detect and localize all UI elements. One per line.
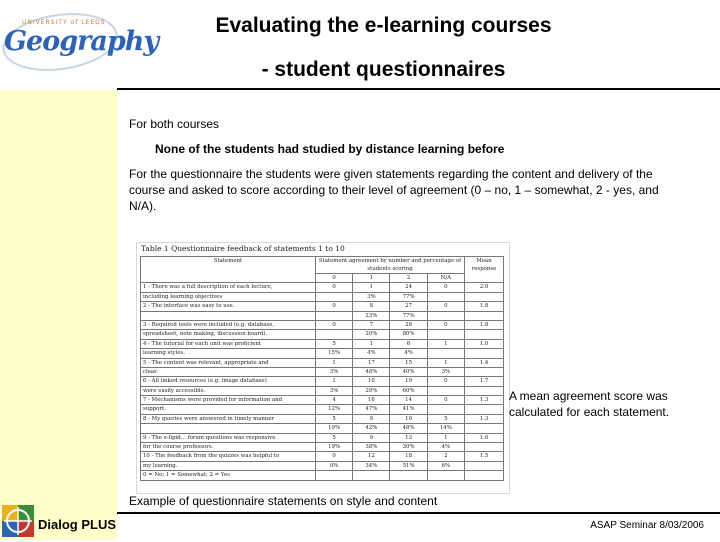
table-row xyxy=(141,396,504,405)
score-cell: 38% xyxy=(353,443,390,452)
title-divider xyxy=(117,88,720,90)
header-mean: Mean response xyxy=(465,257,504,283)
score-cell xyxy=(427,330,464,339)
score-cell: 0 xyxy=(316,452,353,461)
table-row xyxy=(141,349,504,358)
score-cell xyxy=(316,330,353,339)
statement-cell: support. xyxy=(141,405,316,414)
questionnaire-table xyxy=(140,256,504,481)
mean-cell xyxy=(465,443,504,452)
logo-university-text: UNIVERSITY of LEEDS xyxy=(22,19,106,26)
table-row xyxy=(141,386,504,395)
statement-cell: 1 - There was a full description of each lecture, xyxy=(141,283,316,292)
score-cell: 13 xyxy=(390,433,427,442)
table-row xyxy=(141,339,504,348)
mean-cell: 2.0 xyxy=(465,283,504,292)
mean-cell xyxy=(465,405,504,414)
mean-cell: 1.3 xyxy=(465,396,504,405)
mean-cell xyxy=(465,349,504,358)
score-cell: 14% xyxy=(427,424,464,433)
header-agreement: Statement agreement by number and percentage of students scoring xyxy=(316,257,465,274)
statement-cell: 6 - All linked resources (e.g. image database) xyxy=(141,377,316,386)
score-cell: 28 xyxy=(390,320,427,329)
score-cell: 34% xyxy=(353,461,390,470)
mean-cell: 1.0 xyxy=(465,339,504,348)
mean-cell: 1.6 xyxy=(465,433,504,442)
table-caption-text: Example of questionnaire statements on style and content xyxy=(129,494,438,508)
mean-cell xyxy=(465,311,504,320)
table-header-row xyxy=(141,257,504,274)
score-cell: 41% xyxy=(390,405,427,414)
score-cell: 80% xyxy=(390,330,427,339)
subheader-cell: 2 xyxy=(390,274,427,283)
statement-cell: spreadsheet, note making, discussion board). xyxy=(141,330,316,339)
table-row xyxy=(141,377,504,386)
score-cell xyxy=(316,471,353,480)
score-cell: 0 xyxy=(427,302,464,311)
score-cell: 5 xyxy=(427,414,464,423)
table-row xyxy=(141,414,504,423)
statement-cell: 2 - The interface was easy to use. xyxy=(141,302,316,311)
statement-cell: 8 - My queries were answered in timely manner xyxy=(141,414,316,423)
mean-cell: 1.7 xyxy=(465,377,504,386)
score-cell: 3% xyxy=(353,292,390,301)
statement-cell: 0 = No; 1 = Somewhat; 2 = Yes xyxy=(141,471,316,480)
score-cell: 3% xyxy=(316,386,353,395)
score-cell: 0 xyxy=(427,283,464,292)
for-both-text: For both courses xyxy=(129,117,220,131)
score-cell xyxy=(427,405,464,414)
mean-cell xyxy=(465,471,504,480)
score-cell: 3% xyxy=(427,367,464,376)
subheader-cell: 0 xyxy=(316,274,353,283)
dialogplus-logo-icon xyxy=(2,505,34,537)
footer-divider xyxy=(117,512,720,514)
questionnaire-table-image xyxy=(136,242,510,494)
table-row xyxy=(141,433,504,442)
score-cell: 16 xyxy=(353,396,390,405)
slide-title-line2: - student questionnaires xyxy=(261,58,506,81)
score-cell xyxy=(353,471,390,480)
statement-cell: 10 - The feedback from the quizzes was helpful to xyxy=(141,452,316,461)
score-cell xyxy=(427,311,464,320)
table-row xyxy=(141,461,504,470)
mean-cell: 1.3 xyxy=(465,414,504,423)
score-cell: 5 xyxy=(316,433,353,442)
table-row xyxy=(141,424,504,433)
score-cell: 1 xyxy=(427,339,464,348)
score-cell xyxy=(427,386,464,395)
score-cell: 47% xyxy=(353,405,390,414)
score-cell xyxy=(390,471,427,480)
score-cell: 4 xyxy=(316,396,353,405)
score-cell: 14 xyxy=(390,396,427,405)
score-cell: 0 xyxy=(316,283,353,292)
mean-cell: 1.8 xyxy=(465,320,504,329)
score-cell: 19% xyxy=(316,424,353,433)
seminar-date: ASAP Seminar 8/03/2006 xyxy=(590,520,704,531)
mean-cell: 1.8 xyxy=(465,302,504,311)
mean-cell xyxy=(465,424,504,433)
score-cell: 9 xyxy=(353,433,390,442)
statement-cell: learning styles. xyxy=(141,349,316,358)
score-cell: 12% xyxy=(316,405,353,414)
header-statement: Statement xyxy=(141,257,316,283)
score-cell: 9 xyxy=(353,414,390,423)
score-cell xyxy=(316,311,353,320)
score-cell: 8 xyxy=(353,302,390,311)
score-cell: 7 xyxy=(353,320,390,329)
score-cell: 0 xyxy=(427,396,464,405)
score-cell xyxy=(427,349,464,358)
mean-cell xyxy=(465,292,504,301)
score-cell: 20% xyxy=(353,330,390,339)
mean-cell xyxy=(465,367,504,376)
score-cell xyxy=(316,292,353,301)
none-studied-text: None of the students had studied by distance learning before xyxy=(155,142,505,156)
table-row xyxy=(141,358,504,367)
score-cell: 6 xyxy=(390,339,427,348)
score-cell: 15% xyxy=(316,349,353,358)
university-logo xyxy=(0,0,159,90)
mean-score-annotation: A mean agreement score was calculated for each statement. xyxy=(509,389,670,419)
score-cell: 23% xyxy=(353,311,390,320)
mean-cell: 1.5 xyxy=(465,452,504,461)
statement-cell: 7 - Mechanisms were provided for information and xyxy=(141,396,316,405)
score-cell: 10 xyxy=(390,414,427,423)
score-cell: 1 xyxy=(353,283,390,292)
score-cell: 4% xyxy=(353,349,390,358)
table-row xyxy=(141,292,504,301)
score-cell: 48% xyxy=(390,424,427,433)
statement-cell xyxy=(141,424,316,433)
statement-cell: 9 - The e-lipid... forum questions was responsive xyxy=(141,433,316,442)
score-cell: 19% xyxy=(316,443,353,452)
score-cell: 19 xyxy=(390,377,427,386)
score-cell: 0 xyxy=(427,377,464,386)
score-cell: 27 xyxy=(390,302,427,311)
table-row xyxy=(141,443,504,452)
score-cell: 30% xyxy=(390,443,427,452)
score-cell: 4% xyxy=(427,443,464,452)
table-caption: Table 1 Questionnaire feedback of statements 1 to 10 xyxy=(141,244,345,253)
table-row xyxy=(141,405,504,414)
subheader-cell: 1 xyxy=(353,274,390,283)
statement-cell: for the course professors. xyxy=(141,443,316,452)
score-cell: 10 xyxy=(353,377,390,386)
score-cell: 42% xyxy=(353,424,390,433)
score-cell: 5 xyxy=(316,414,353,423)
score-cell: 1 xyxy=(316,358,353,367)
statement-cell: clear. xyxy=(141,367,316,376)
statement-cell: my learning. xyxy=(141,461,316,470)
dialogplus-brand: Dialog PLUS xyxy=(38,517,117,532)
score-cell: 17 xyxy=(353,358,390,367)
score-cell: 2 xyxy=(427,452,464,461)
score-cell: 12 xyxy=(353,452,390,461)
score-cell: 6% xyxy=(427,461,464,470)
score-cell: 3% xyxy=(316,367,353,376)
statement-cell: 3 - Required tools were included (e.g. database, xyxy=(141,320,316,329)
table-row xyxy=(141,302,504,311)
score-cell: 15 xyxy=(390,358,427,367)
score-cell: 24 xyxy=(390,283,427,292)
statement-cell xyxy=(141,311,316,320)
table-row xyxy=(141,330,504,339)
logo-geography-text: Geography xyxy=(4,26,159,57)
table-row xyxy=(141,367,504,376)
score-cell: 0 xyxy=(427,320,464,329)
score-cell: 29% xyxy=(353,386,390,395)
score-cell: 51% xyxy=(390,461,427,470)
mean-cell xyxy=(465,330,504,339)
score-cell xyxy=(427,292,464,301)
score-cell: 77% xyxy=(390,292,427,301)
slide-title-line1: Evaluating the e-learning courses xyxy=(215,14,552,37)
score-cell: 60% xyxy=(390,386,427,395)
table-row xyxy=(141,320,504,329)
table-row xyxy=(141,471,504,480)
statement-cell: including learning objectives xyxy=(141,292,316,301)
score-cell: 0 xyxy=(316,320,353,329)
score-cell: 40% xyxy=(390,367,427,376)
statement-cell: were easily accessible. xyxy=(141,386,316,395)
score-cell: 1 xyxy=(353,339,390,348)
mean-cell xyxy=(465,461,504,470)
score-cell: 48% xyxy=(353,367,390,376)
table-row xyxy=(141,283,504,292)
score-cell: 4% xyxy=(390,349,427,358)
score-cell: 18 xyxy=(390,452,427,461)
score-cell: 77% xyxy=(390,311,427,320)
score-cell: 0 xyxy=(316,302,353,311)
statement-cell: 4 - The tutorial for each unit was proficient xyxy=(141,339,316,348)
score-cell: 0% xyxy=(316,461,353,470)
score-cell: 5 xyxy=(316,339,353,348)
score-cell: 1 xyxy=(316,377,353,386)
intro-paragraph: For the questionnaire the students were given statements regarding the content and delivery of the course and asked to score according to their level of agreement (0 – no, 1 – somewhat, 2 - yes, and N/A). xyxy=(129,167,659,213)
score-cell: 1 xyxy=(427,433,464,442)
mean-cell: 1.4 xyxy=(465,358,504,367)
score-cell xyxy=(427,471,464,480)
statement-cell: 5 - The content was relevant, appropriate and xyxy=(141,358,316,367)
subheader-cell: N/A xyxy=(427,274,464,283)
table-row xyxy=(141,311,504,320)
table-row xyxy=(141,452,504,461)
score-cell: 1 xyxy=(427,358,464,367)
mean-cell xyxy=(465,386,504,395)
